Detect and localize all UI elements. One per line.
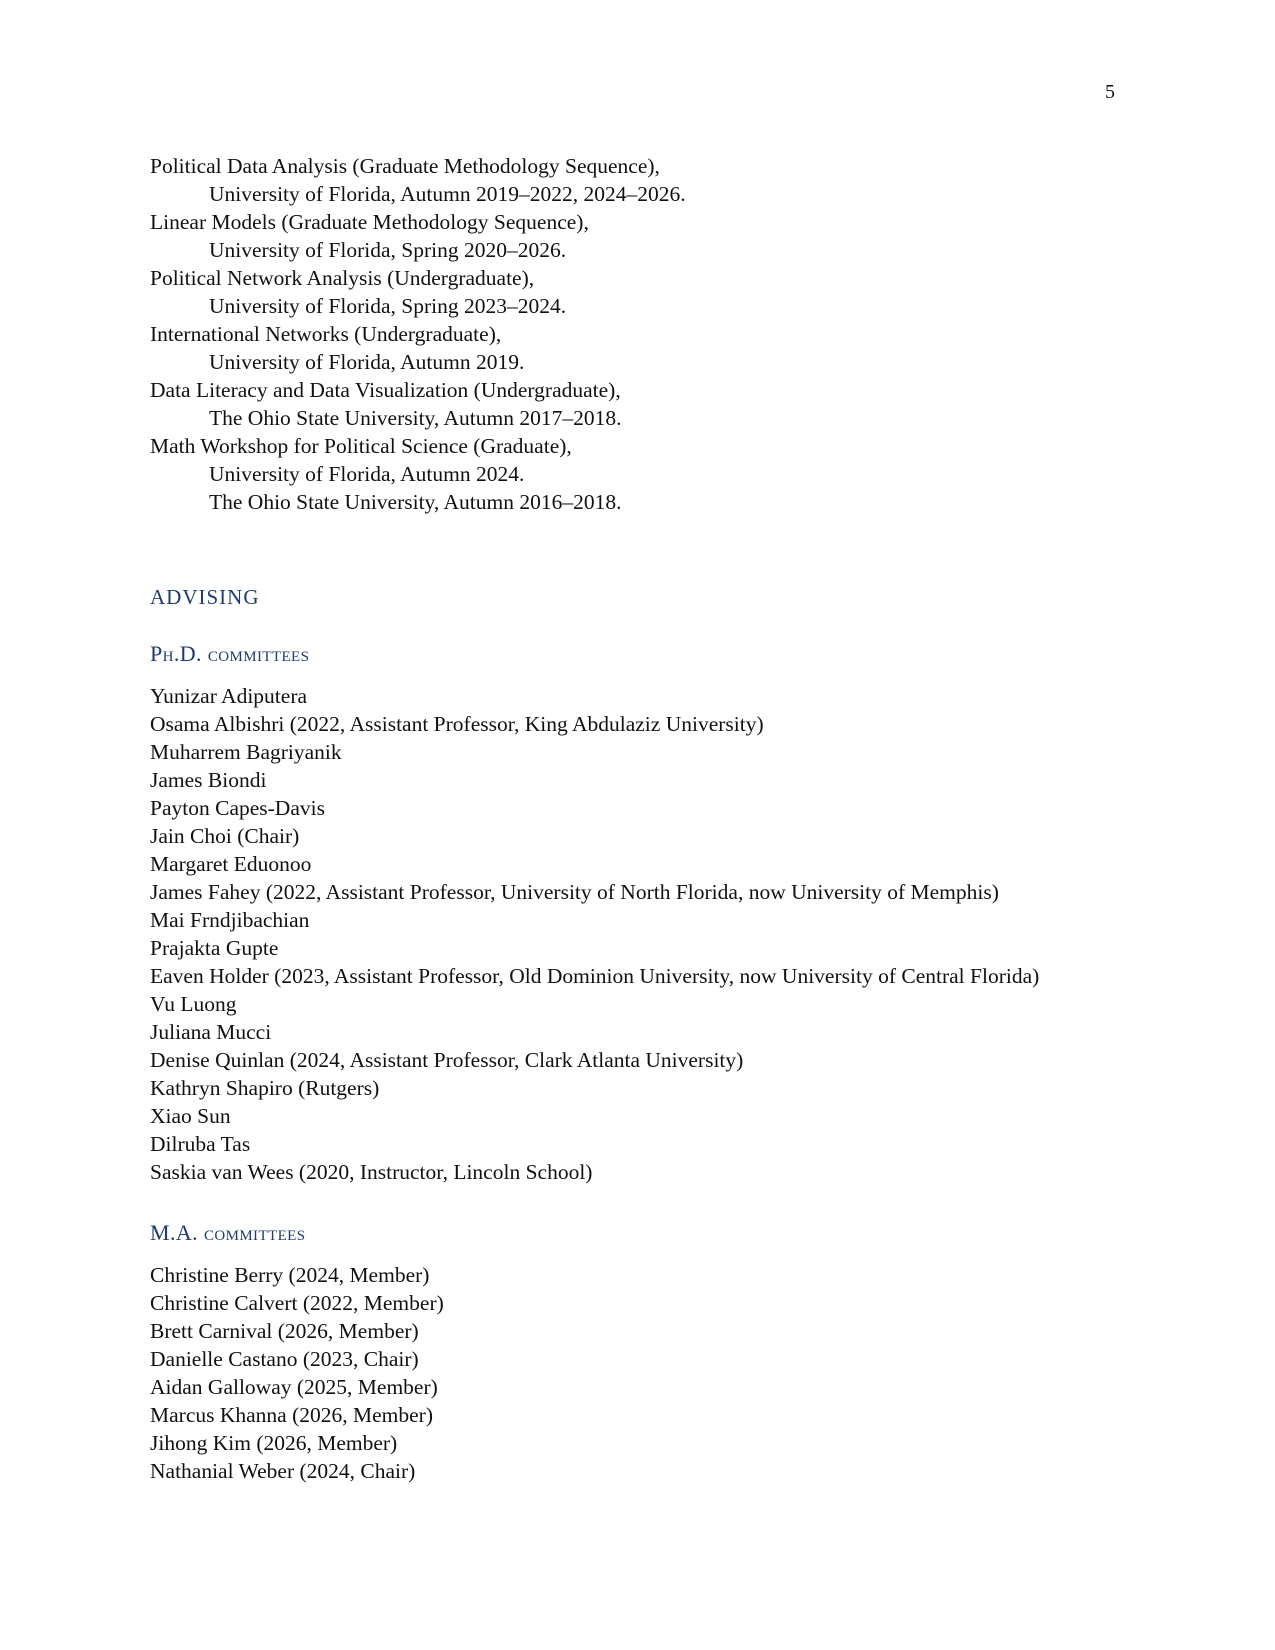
list-item: Aidan Galloway (2025, Member) <box>150 1375 438 1399</box>
course-title: Political Data Analysis (Graduate Methodology Sequence), <box>150 154 660 178</box>
course-offering: The Ohio State University, Autumn 2016–2018. <box>209 490 622 514</box>
course-offering: University of Florida, Autumn 2024. <box>209 462 525 486</box>
course-title: International Networks (Undergraduate), <box>150 322 502 346</box>
subsection-heading-phd-committees: Ph.D. committees <box>150 641 310 666</box>
subsection-heading-ma-committees: M.A. committees <box>150 1220 306 1245</box>
list-item: Yunizar Adiputera <box>150 684 308 708</box>
course-title: Linear Models (Graduate Methodology Sequence), <box>150 210 589 234</box>
course-entry <box>150 320 1150 376</box>
list-item: Denise Quinlan (2024, Assistant Professor, Clark Atlanta University) <box>150 1048 744 1072</box>
course-title: Political Network Analysis (Undergraduate), <box>150 266 535 290</box>
course-offering: University of Florida, Spring 2023–2024. <box>209 294 567 318</box>
list-item: Mai Frndjibachian <box>150 908 310 932</box>
course-offering: The Ohio State University, Autumn 2017–2018. <box>209 406 622 430</box>
list-item: Brett Carnival (2026, Member) <box>150 1319 419 1343</box>
course-title: Math Workshop for Political Science (Graduate), <box>150 434 572 458</box>
ma-committee-list <box>150 1261 1150 1485</box>
course-entry <box>150 376 1150 432</box>
list-item: Dilruba Tas <box>150 1132 251 1156</box>
course-entry <box>150 152 1150 208</box>
list-item: Margaret Eduonoo <box>150 852 312 876</box>
course-entry <box>150 208 1150 264</box>
list-item: Prajakta Gupte <box>150 936 279 960</box>
list-item: Kathryn Shapiro (Rutgers) <box>150 1076 380 1100</box>
document-body <box>150 152 1150 1485</box>
list-item: Danielle Castano (2023, Chair) <box>150 1347 419 1371</box>
page-number: 5 <box>1105 81 1115 103</box>
teaching-section <box>150 152 1150 516</box>
list-item: Osama Albishri (2022, Assistant Professor, King Abdulaziz University) <box>150 712 764 736</box>
list-item: Xiao Sun <box>150 1104 231 1128</box>
list-item: Jihong Kim (2026, Member) <box>150 1431 398 1455</box>
section-heading-advising: ADVISING <box>150 585 260 609</box>
list-item: Payton Capes-Davis <box>150 796 325 820</box>
course-entry <box>150 264 1150 320</box>
list-item: Saskia van Wees (2020, Instructor, Lincoln School) <box>150 1160 593 1184</box>
course-offering: University of Florida, Spring 2020–2026. <box>209 238 567 262</box>
course-offering: University of Florida, Autumn 2019–2022, 2024–2026. <box>209 182 686 206</box>
list-item: Jain Choi (Chair) <box>150 824 300 848</box>
list-item: Christine Berry (2024, Member) <box>150 1263 430 1287</box>
list-item: Juliana Mucci <box>150 1020 272 1044</box>
course-offering: University of Florida, Autumn 2019. <box>209 350 525 374</box>
list-item: Nathanial Weber (2024, Chair) <box>150 1459 416 1483</box>
list-item: Christine Calvert (2022, Member) <box>150 1291 444 1315</box>
list-item: Eaven Holder (2023, Assistant Professor, Old Dominion University, now University of Central Florida) <box>150 964 1040 988</box>
course-title: Data Literacy and Data Visualization (Undergraduate), <box>150 378 621 402</box>
course-entry <box>150 432 1150 516</box>
list-item: Muharrem Bagriyanik <box>150 740 342 764</box>
list-item: Marcus Khanna (2026, Member) <box>150 1403 433 1427</box>
list-item: James Fahey (2022, Assistant Professor, University of North Florida, now University of Memphis) <box>150 880 999 904</box>
list-item: Vu Luong <box>150 992 237 1016</box>
list-item: James Biondi <box>150 768 267 792</box>
phd-committee-list <box>150 682 1150 1186</box>
